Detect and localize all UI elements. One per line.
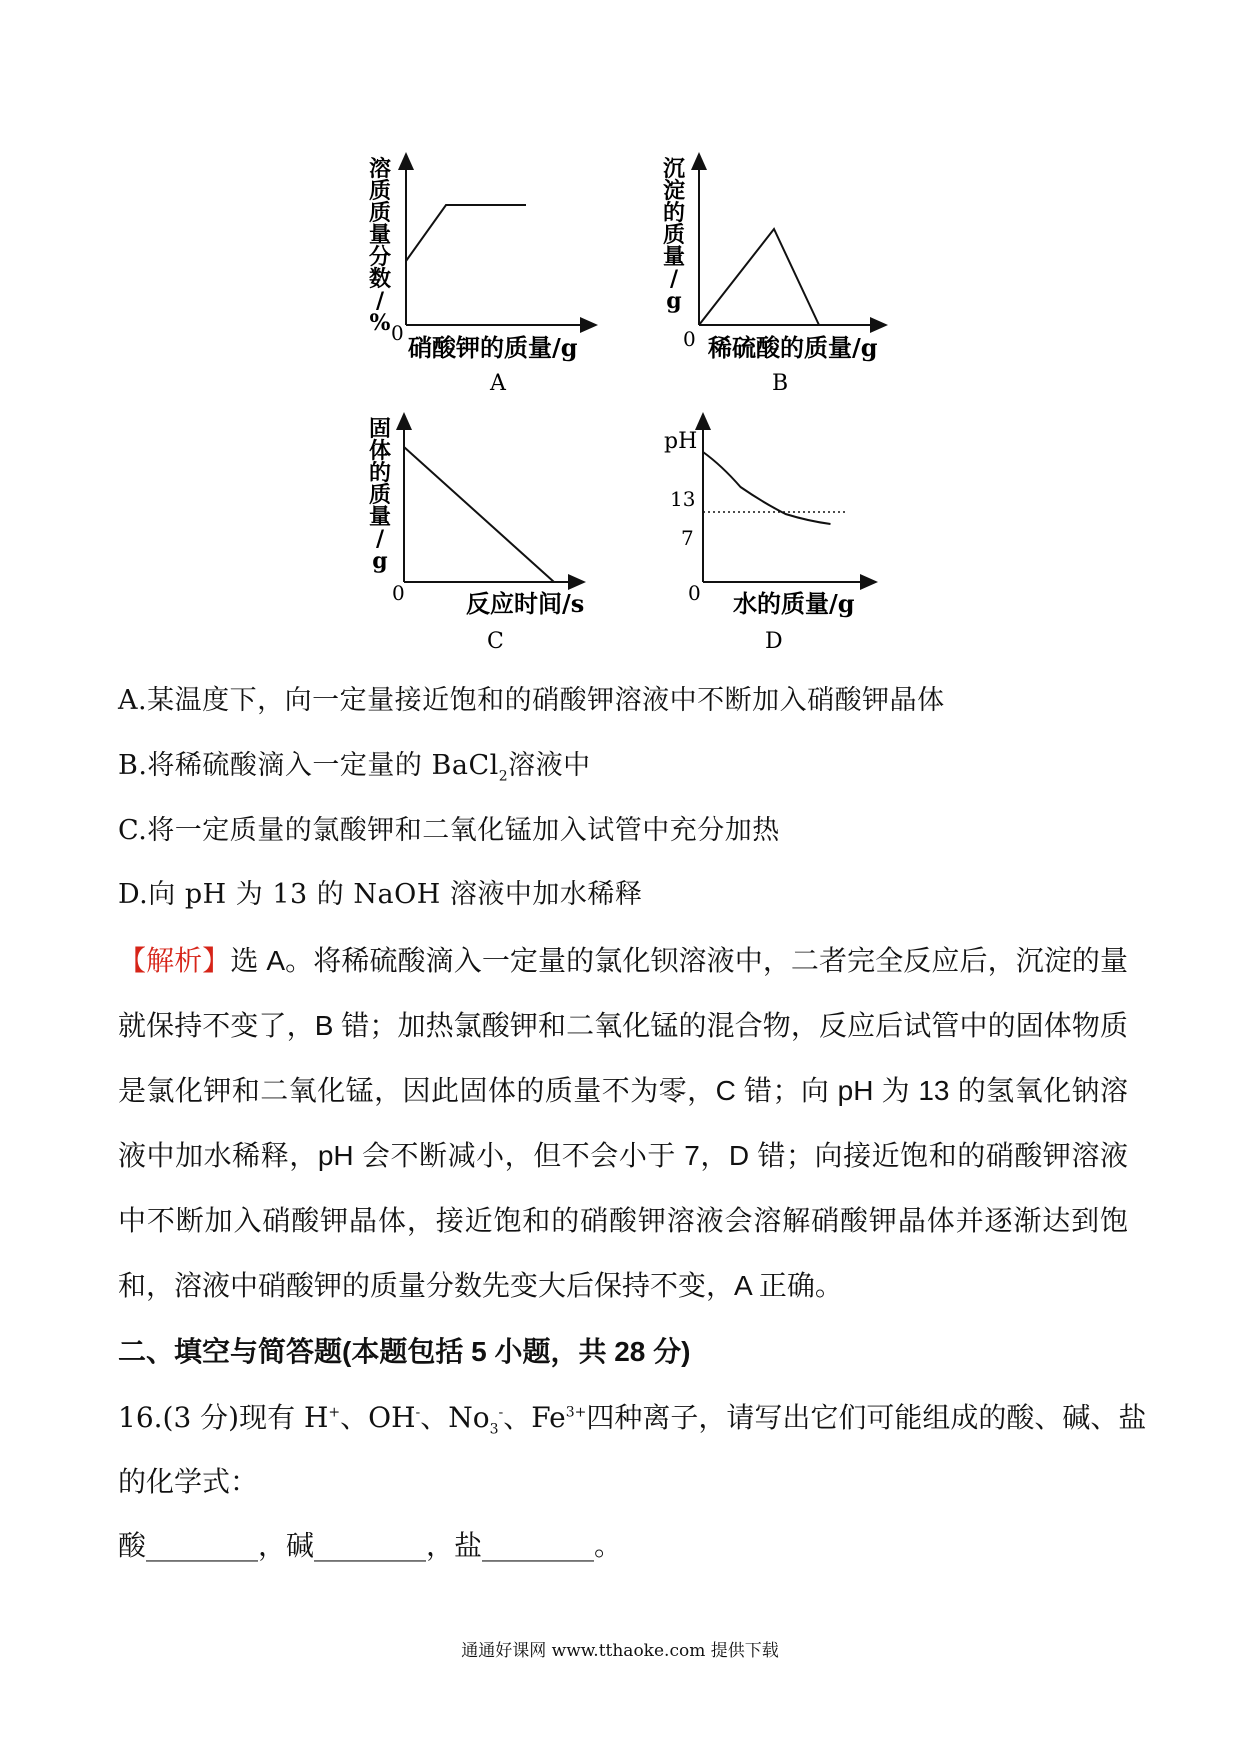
chart-a-label: A — [490, 371, 506, 396]
section-title: 二、填空与简答题(本题包括 5 小题，共 28 分) — [118, 1336, 691, 1367]
analysis-text: 选 A。将稀硫酸滴入一定量的氯化钡溶液中，二者完全反应后，沉淀的量就保持不变了，B 错；加热氯酸钾和二氧化锰的混合物，反应后试管中的固体物质是氯化钾和二氧化锰，因此固体的质量不为零，C 错；向 pH 为 13 的氢氧化钠溶液中加水稀释，pH 会不断减小，但不会小于 7，D 错；向接近饱和的硝酸钾溶液中不断加入硝酸钾晶体，接近饱和的硝酸钾溶液会溶解硝酸钾晶体并逐渐达到饱和，溶液中硝酸钾的质量分数先变大后保持不变，A 正确。 — [118, 945, 1128, 1301]
chart-a — [369, 156, 590, 396]
option-b — [118, 743, 591, 784]
question-16-line2: 的化学式： — [118, 1465, 259, 1498]
chart-d-label: D — [765, 629, 783, 654]
chart-d — [664, 420, 870, 654]
footer: 通通好课网 www.tthaoke.com 提供下载 — [461, 1641, 779, 1661]
chart-a-xlabel: 硝酸钾的质量/g — [408, 333, 578, 362]
analysis-tag: 【解析】 — [118, 945, 231, 976]
chart-d-tick-7: 7 — [681, 526, 694, 550]
option-b-text: B.将稀硫酸滴入一定量的 BaCl — [118, 750, 499, 781]
option-b-subscript: 2 — [498, 768, 509, 785]
chart-c-origin: 0 — [392, 581, 405, 605]
chart-a-origin: 0 — [391, 321, 404, 345]
chart-d-tick-13: 13 — [670, 487, 696, 511]
chart-d-origin: 0 — [688, 581, 701, 605]
chart-c-line — [404, 447, 554, 582]
chart-b-label: B — [772, 371, 789, 396]
chart-a-line — [406, 205, 526, 261]
chart-c-xlabel: 反应时间/s — [466, 589, 585, 618]
question-16-line1: 16.(3 分)现有 H+、OH-、$No_3^-$、$Fe^{3+}$四种离子，请写出它们可能组成的酸、碱、盐 — [118, 1401, 1147, 1438]
chart-d-ylabel: pH — [664, 429, 698, 454]
option-c: C.将一定质量的氯酸钾和二氧化锰加入试管中充分加热 — [118, 815, 780, 846]
chart-b-origin: 0 — [683, 327, 696, 351]
chart-b-ylabel: 沉淀的质量/ g — [662, 156, 686, 314]
option-a: A.某温度下，向一定量接近饱和的硝酸钾溶液中不断加入硝酸钾晶体 — [118, 685, 945, 716]
chart-c — [369, 416, 584, 654]
analysis-paragraph — [118, 928, 1128, 1318]
chart-b-xlabel: 稀硫酸的质量/g — [708, 333, 878, 362]
chart-b-line — [699, 229, 819, 325]
chart-c-ylabel: 固体的质量/ g — [368, 416, 392, 574]
option-b-tail: 溶液中 — [508, 750, 591, 781]
chart-d-line — [703, 452, 831, 524]
chart-b — [663, 156, 880, 396]
chart-d-xlabel: 水的质量/g — [733, 589, 855, 618]
question-16-blanks: 酸________，碱________，盐________。 — [118, 1529, 623, 1562]
option-d: D.向 pH 为 13 的 NaOH 溶液中加水稀释 — [118, 879, 643, 910]
chart-c-label: C — [487, 629, 504, 654]
chart-a-ylabel: 溶质质量分数/ % — [368, 156, 392, 336]
answer-option-charts — [0, 0, 1240, 680]
